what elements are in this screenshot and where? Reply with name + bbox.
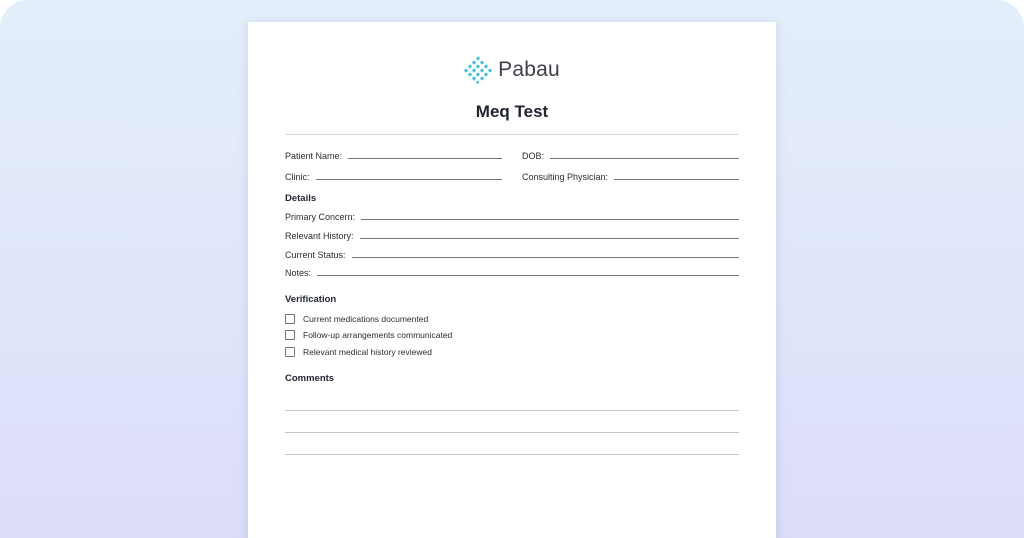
relevant-history-field[interactable]	[285, 231, 739, 241]
patient-name-field[interactable]	[285, 151, 502, 161]
clinic-label: Clinic:	[285, 172, 310, 182]
check-label: Relevant medical history reviewed	[303, 347, 432, 357]
comment-line[interactable]	[285, 432, 739, 433]
brand-header	[248, 56, 776, 84]
notes-field[interactable]	[285, 268, 739, 278]
form-title: Meq Test	[475, 102, 549, 121]
consulting-physician-line[interactable]	[614, 179, 739, 180]
form-sheet	[248, 22, 776, 538]
current-status-label: Current Status:	[285, 250, 346, 260]
check-item[interactable]	[285, 314, 428, 324]
notes-label: Notes:	[285, 268, 312, 278]
check-item[interactable]	[285, 330, 452, 340]
consulting-physician-label: Consulting Physician:	[522, 172, 609, 182]
notes-line[interactable]	[317, 275, 739, 276]
primary-concern-label: Primary Concern:	[285, 212, 356, 222]
comments-heading: Comments	[285, 373, 335, 384]
consulting-physician-field[interactable]	[522, 172, 739, 182]
current-status-line[interactable]	[352, 257, 739, 258]
primary-concern-field[interactable]	[285, 212, 739, 222]
comment-line[interactable]	[285, 410, 739, 411]
clinic-line[interactable]	[316, 179, 502, 180]
details-heading: Details	[285, 193, 317, 204]
checkbox[interactable]	[285, 314, 295, 324]
title-divider	[285, 134, 739, 135]
checkbox[interactable]	[285, 330, 295, 340]
patient-name-label: Patient Name:	[285, 151, 343, 161]
dob-line[interactable]	[550, 158, 739, 159]
checkbox[interactable]	[285, 347, 295, 357]
brand-name: Pabau	[498, 58, 560, 81]
dob-field[interactable]	[522, 151, 739, 161]
primary-concern-line[interactable]	[361, 219, 739, 220]
check-label: Follow-up arrangements communicated	[303, 330, 453, 340]
diamond-grid-logo-icon	[464, 56, 492, 84]
relevant-history-label: Relevant History:	[285, 231, 354, 241]
verification-heading: Verification	[285, 294, 337, 305]
check-label: Current medications documented	[303, 314, 429, 324]
check-item[interactable]	[285, 347, 432, 357]
clinic-field[interactable]	[285, 172, 502, 182]
relevant-history-line[interactable]	[360, 238, 739, 239]
comment-line[interactable]	[285, 454, 739, 455]
patient-name-line[interactable]	[348, 158, 502, 159]
current-status-field[interactable]	[285, 250, 739, 260]
dob-label: DOB:	[522, 151, 545, 161]
